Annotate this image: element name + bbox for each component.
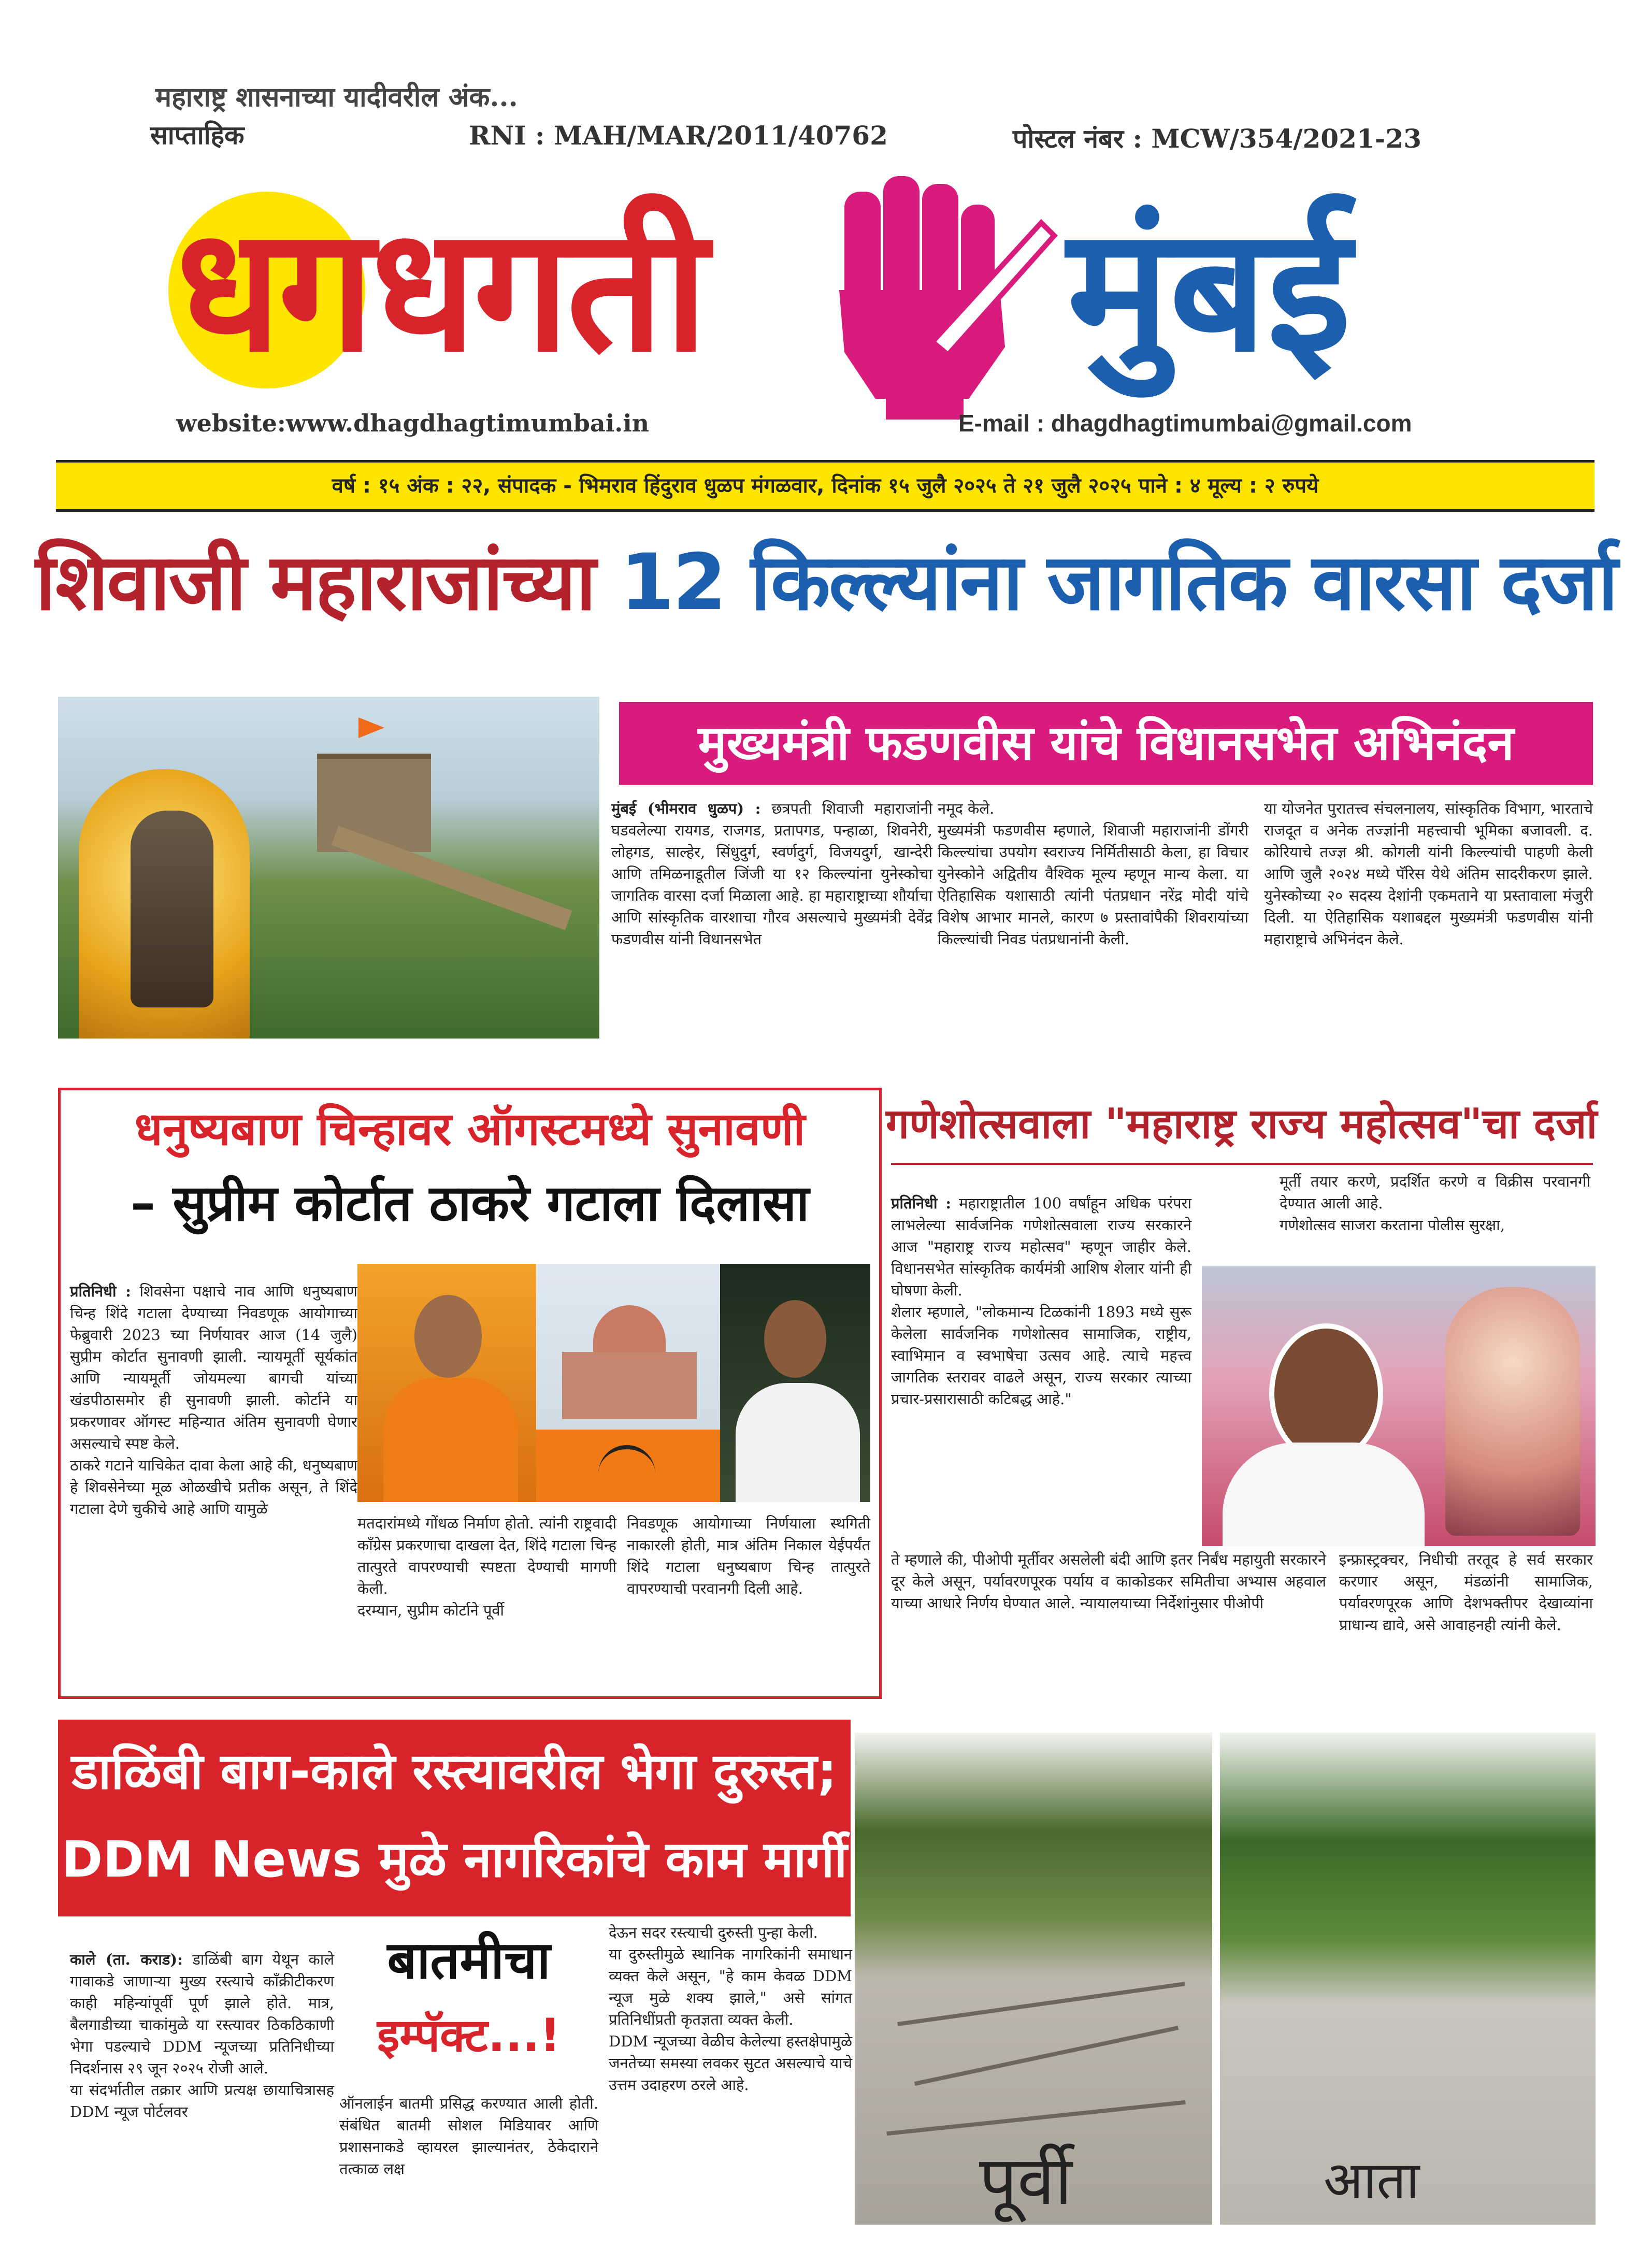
- story4-column-1: [70, 1927, 334, 2123]
- story3-bottom-right: इन्फ्रास्ट्रक्चर, निधीची तरतूद हे सर्व सरकार करणार असून, मंडळांनी सामाजिक, पर्यावरणपूरक आणि देशभक्तीपर देखाव्यांना प्राधान्य द्यावे, असे आवाहनही त्यांनी केले.: [1339, 1551, 1593, 1634]
- story4-column-2: ऑनलाईन बातमी प्रसिद्ध करण्यात आली होती. संबंधित बातमी सोशल मिडियावर आणि प्रशासनाकडे व्हायरल झाल्यानंतर, ठेकेदाराने तत्काळ लक्ष: [339, 2095, 598, 2178]
- story2-col1-text: शिवसेना पक्षाचे नाव आणि धनुष्यबाण चिन्ह शिंदे गटाला देण्याच्या निवडणूक आयोगाच्या फेब्रुवारी 2023 च्या निर्णयावर आज (14 जुलै) सुप्रीम कोर्टात सुनावणी झाली. न्यायमूर्ती सूर्यकांत आणि न्यायमूर्ती जोयमल्या बागची यांच्या खंडपीठासमोर ही सुनावणी झाली. कोर्टाने या प्रकरणावर ऑगस्ट महिन्यात अंतिम सुनावणी घेणार असल्याचे स्पष्ट केले. ठाकरे गटाने याचिकेत दावा केला आहे की, धनुष्यबाण हे शिवसेनेच्या मूळ ओळखीचे प्रतीक असून, ते शिंदे गटाला देणे चुकीचे आहे आणि यामुळे: [70, 1282, 358, 1518]
- story4-headline-line1: डाळिंबी बाग-काले रस्त्यावरील भेगा दुरुस्त;: [71, 1742, 837, 1800]
- lead-dateline: मुंबई (भीमराव धुळप) :: [611, 800, 761, 817]
- story3-headline: गणेशोत्सवाला "महाराष्ट्र राज्य महोत्सव"चा दर्जा: [886, 1100, 1598, 1148]
- story2-dateline: प्रतिनिधी :: [70, 1282, 131, 1300]
- story2-headline: धनुष्यबाण चिन्हावर ऑगस्टमध्ये सुनावणी: [134, 1102, 806, 1156]
- story4-col1-text: डाळिंबी बाग येथून काले गावाकडे जाणाऱ्या मुख्य रस्त्याचे काँक्रीटीकरण काही महिन्यांपूर्वी पूर्ण झाले होते. मात्र, बैलगाडीच्या चाकांमुळे या रस्त्यावर ठिकठिकाणी भेगा पडल्याचे DDM न्यूजच्या प्रतिनिधीच्या निदर्शनास २९ जून २०२५ रोजी आले. या संदर्भातील तक्रार आणि प्रत्यक्ष छायाचित्रासह DDM न्यूज पोर्टलवर: [70, 1951, 334, 2121]
- before-label: पूर्वी: [979, 2141, 1072, 2220]
- website-link[interactable]: website:www.dhagdhagtimumbai.in: [176, 409, 650, 437]
- rni-number: RNI : MAH/MAR/2011/40762: [469, 120, 888, 151]
- story3-column-1: [891, 1171, 1191, 1410]
- fist-pen-icon: [798, 155, 1067, 425]
- story3-rule: [891, 1163, 1593, 1165]
- impact-title-line1: बातमीचा: [387, 1930, 551, 1991]
- eknath-shinde-photo: [720, 1264, 870, 1502]
- lead-headline-red: शिवाजी महाराजांच्या: [35, 538, 595, 628]
- fort-path: [332, 826, 572, 930]
- ganesh-festival-photo: [1202, 1266, 1596, 1546]
- email-link[interactable]: E-mail : dhagdhagtimumbai@gmail.com: [958, 410, 1412, 437]
- ashish-shelar-body: [1223, 1443, 1425, 1546]
- lead-col1-text: छत्रपती शिवाजी महाराजांनी घडवलेल्या रायगड, राजगड, प्रतापगड, पन्हाळा, शिवनेरी, लोहगड, साल्हेर, सिंधुदुर्ग, स्वर्णदुर्ग, विजयदुर्ग, खान्देरी आणि तमिळनाडूतील जिंजी या १२ किल्ल्यांना युनेस्कोचा जागतिक वारसा दर्जा मिळाला आहे. हा महाराष्ट्राच्या शौर्याचा आणि सांस्कृतिक वारशाचा गौरव असल्याचे मुख्यमंत्री देवेंद्र फडणवीस यांनी विधानसभेत: [611, 800, 932, 948]
- road-before-photo: [855, 1733, 1212, 2225]
- after-label: आता: [1324, 2150, 1420, 2211]
- person-body: [383, 1378, 518, 1502]
- story2-subheadline: – सुप्रीम कोर्टात ठाकरे गटाला दिलासा: [131, 1174, 809, 1232]
- story3-dateline: प्रतिनिधी :: [891, 1194, 952, 1212]
- story2-column-1: [70, 1259, 357, 1520]
- story3-col1-text: महाराष्ट्रातील 100 वर्षांहून अधिक परंपरा लाभलेल्या सार्वजनिक गणेशोत्सवाला राज्य सरकारने आज "महाराष्ट्र राज्य महोत्सव" म्हणून जाहीर केले. विधानसभेत सांस्कृतिक कार्यमंत्री आशिष शेलार यांनी ही घोषणा केली. शेलार म्हणाले, "लोकमान्य टिळकांनी 1893 मध्ये सुरू केलेला सार्वजनिक गणेशोत्सव सामाजिक, राष्ट्रीय, स्वाभिमान व स्वभाषेचा उत्सव आहे. त्याचे महत्त्व जागतिक स्तरावर वाढले असून, राज्य सरकार त्याच्या प्रचार-प्रसारासाठी कटिबद्ध आहे.": [891, 1194, 1192, 1408]
- masthead-tagline: महाराष्ट्र शासनाच्या यादीवरील अंक...: [155, 81, 518, 113]
- person-head: [414, 1295, 482, 1378]
- supreme-court-photo: [536, 1264, 720, 1502]
- person-head: [764, 1300, 826, 1378]
- postal-number: पोस्टल नंबर : MCW/354/2021-23: [1013, 123, 1422, 154]
- shivaji-fort-photo: [58, 697, 599, 1039]
- uddhav-thackeray-photo: [357, 1264, 536, 1502]
- logo-blue-text: मुंबई: [1067, 191, 1351, 390]
- story4-headline-line2: DDM News मुळे नागरिकांचे काम मार्गी: [61, 1830, 847, 1888]
- road-crack: [914, 2026, 1179, 2086]
- saffron-flag-icon: [358, 717, 384, 738]
- story4-column-3: देऊन सदर रस्त्याची दुरुस्ती पुन्हा केली. या दुरुस्तीमुळे स्थानिक नागरिकांनी समाधान व्यक्त केले असून, "हे काम केवळ DDM न्यूज मुळे शक्य झाले," असे सांगत प्रतिनिधींप्रती कृतज्ञता व्यक्त केली. DDM न्यूजच्या वेळीच केलेल्या हस्तक्षेपामुळे जनतेच्या समस्या लवकर सुटत असल्याचे याचे उत्तम उदाहरण ठरले आहे.: [609, 1924, 852, 2094]
- lead-column-2: नमूद केले. मुख्यमंत्री फडणवीस म्हणाले, शिवाजी महाराजांनी डोंगरी किल्ल्यांचा उपयोग स्वराज्य निर्मितीसाठी केला, हा विचार युनेस्कोने अद्वितीय वैश्विक मूल्य म्हणून मान्य केला. या ऐतिहासिक यशासाठी त्यांनी पंतप्रधान नरेंद्र मोदी यांचे विशेष आभार मानले, कारण ७ प्रस्तावांपैकी शिवरायांच्या किल्ल्यांची निवड पंतप्रधानांनी केली.: [938, 800, 1248, 948]
- masthead-frequency: साप्ताहिक: [150, 120, 245, 150]
- lead-subheadline: मुख्यमंत्री फडणवीस यांचे विधानसभेत अभिनंदन: [698, 715, 1514, 771]
- road-crack: [897, 1982, 1185, 2026]
- ganesh-idol: [1445, 1287, 1580, 1536]
- issue-info-text: वर्ष : १५ अंक : २२, संपादक - भिमराव हिंदुराव धुळप मंगळवार, दिनांक १५ जुलै २०२५ ते २१ जुलै २०२५ पाने : ४ मूल्य : २ रुपये: [332, 474, 1319, 498]
- story4-dateline: काले (ता. कराड):: [70, 1951, 183, 1968]
- story2-column-3: निवडणूक आयोगाच्या निर्णयाला स्थगिती नाकारली होती, मात्र अंतिम निकाल येईपर्यंत शिंदे गटाला धनुष्यबाण चिन्ह तात्पुरते वापरण्याची परवानगी दिली आहे.: [627, 1515, 870, 1597]
- court-building: [562, 1352, 697, 1419]
- court-dome: [593, 1305, 666, 1352]
- statue: [131, 811, 213, 1007]
- lead-column-1: [611, 798, 932, 950]
- lead-headline: [0, 528, 1652, 637]
- impact-title-line2: इम्पॅक्ट...!: [377, 2009, 561, 2062]
- story3-column-2: मूर्ती तयार करणे, प्रदर्शित करणे व विक्रीस परवानगी देण्यात आली आहे. गणेशोत्सव साजरा करताना पोलीस सुरक्षा,: [1280, 1173, 1590, 1234]
- person-body: [736, 1383, 860, 1502]
- road-crack: [886, 2100, 1186, 2136]
- story3-bottom-left: ते म्हणाले की, पीओपी मूर्तीवर असलेली बंदी आणि इतर निर्बंध महायुती सरकारने दूर केले असून, पर्यावरणपूरक पर्याय व काकोडकर समितीचा अभ्यास अहवाल याच्या आधारे निर्णय घेण्यात आले. न्यायालयाच्या निर्देशांनुसार पीओपी: [891, 1551, 1326, 1612]
- lead-column-3: या योजनेत पुरातत्त्व संचलनालय, सांस्कृतिक विभाग, भारताचे राजदूत व अनेक तज्ज्ञांनी महत्त्वाची भूमिका बजावली. द. कोरियाचे तज्ज्ञ श्री. कोगली यांनी किल्ल्यांची पाहणी केली आणि जुलै २०२४ मध्ये पॅरिस येथे अंतिम सादरीकरण झाले. युनेस्कोच्या २० सदस्य देशांनी एकमताने या प्रस्तावाला मंजुरी दिली. या ऐतिहासिक यशाबद्दल मुख्यमंत्री फडणवीस यांनी महाराष्ट्राचे अभिनंदन केले.: [1264, 800, 1593, 948]
- road-after-photo: [1220, 1733, 1596, 2225]
- logo-red-text: धगधगती: [176, 191, 706, 390]
- story2-column-2: मतदारांमध्ये गोंधळ निर्माण होतो. त्यांनी राष्ट्रवादी काँग्रेस प्रकरणाचा दाखला देत, शिंदे गटाला चिन्ह तात्पुरते वापरण्याची स्पष्टता देण्याची मागणी केली. दरम्यान, सुप्रीम कोर्टाने पूर्वी: [357, 1515, 616, 1619]
- lead-headline-blue: 12 किल्ल्यांना जागतिक वारसा दर्जा: [620, 538, 1617, 628]
